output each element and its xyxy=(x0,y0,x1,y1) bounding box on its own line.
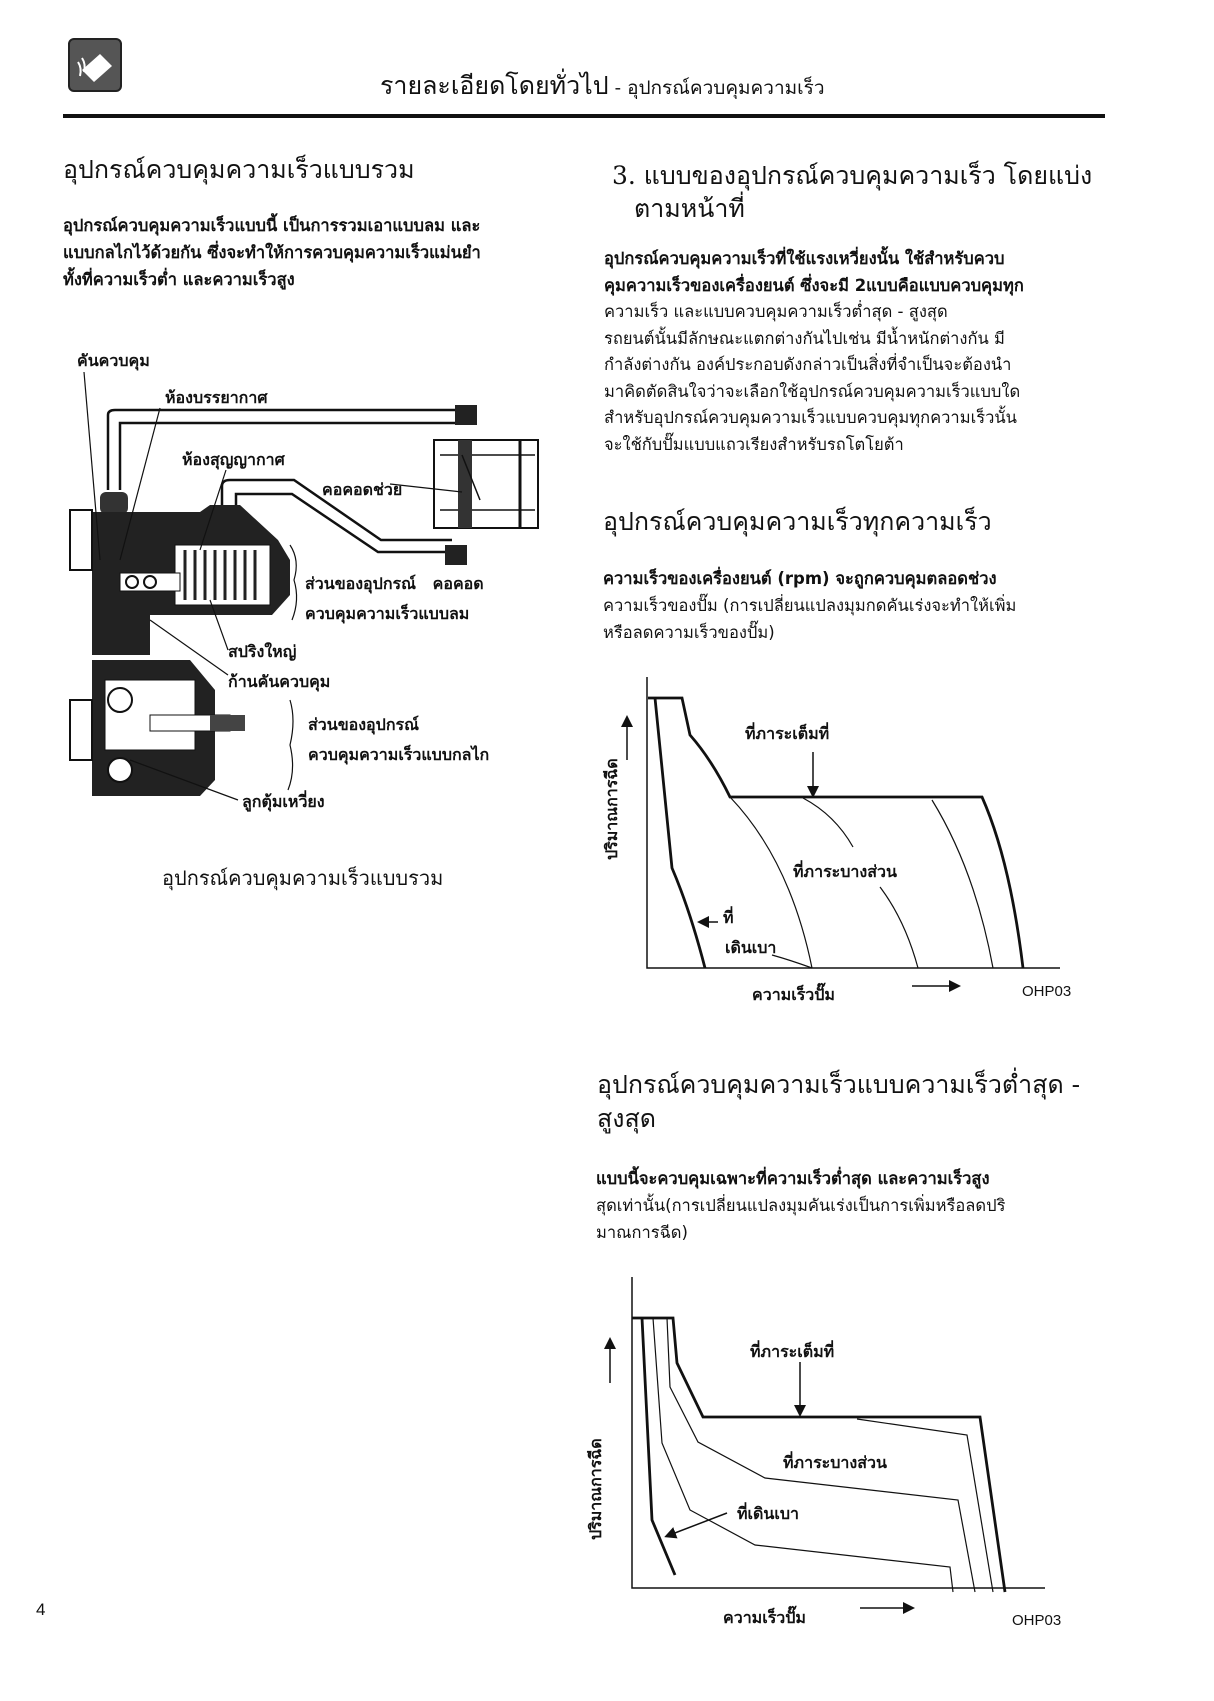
fig2-code: OHP03 xyxy=(1012,1612,1062,1629)
page-number: 4 xyxy=(36,1600,46,1619)
all-speed-heading: อุปกรณ์ควบคุมความเร็วทุกความเร็ว xyxy=(603,507,992,536)
fig2-partial-load-label: ที่ภาระบางส่วน xyxy=(783,1453,887,1472)
idle-curve xyxy=(642,1318,675,1575)
label-pneumatic-part-2: ควบคุมความเร็วแบบลม xyxy=(305,604,470,623)
text-line: ทั้งที่ความเร็วต่ำ และความเร็วสูง xyxy=(63,270,295,289)
label-atmosphere-chamber: ห้องบรรยากาศ xyxy=(165,388,268,407)
partial-load-curve xyxy=(857,1419,993,1592)
text-line: หรือลดความเร็วของปั๊ม) xyxy=(603,623,775,642)
diagram-caption: อุปกรณ์ควบคุมความเร็วแบบรวม xyxy=(162,866,444,890)
fig1-ylabel: ปริมาณการฉีด xyxy=(602,758,621,860)
label-text: ส่วนของอุปกรณ์ xyxy=(305,574,416,593)
header-subtitle: อุปกรณ์ควบคุมความเร็ว xyxy=(627,77,825,99)
text-line: สำหรับอุปกรณ์ควบคุมความเร็วแบบควบคุมทุกความเร็วนั้น xyxy=(604,408,1017,427)
fig1-code: OHP03 xyxy=(1022,983,1072,1000)
text-line: สุดเท่านั้น(การเปลี่ยนแปลงมุมคันเร่งเป็นการเพิ่มหรือลดปริ xyxy=(596,1196,1006,1215)
header-title: รายละเอียดโดยทั่วไป xyxy=(380,71,609,100)
fig1-idle-label-1: ที่ xyxy=(723,908,734,927)
text-line: คุมความเร็วของเครื่องยนต์ ซึ่งจะมี 2แบบคือแบบควบคุมทุก xyxy=(604,275,1024,295)
heading-line: ตามหน้าที่ xyxy=(634,194,745,223)
text-line: มาณการฉีด) xyxy=(596,1223,688,1242)
text-line: ความเร็วของเครื่องยนต์ (rpm) จะถูกควบคุมตลอดช่วง xyxy=(603,569,997,588)
heading-line: สูงสุด xyxy=(597,1104,656,1133)
header-separator: - xyxy=(608,77,628,99)
label-vacuum-chamber: ห้องสุญญากาศ xyxy=(182,450,285,469)
fig2-full-load-label: ที่ภาระเต็มที่ xyxy=(750,1342,835,1361)
label-control-lever: คันควบคุม xyxy=(77,351,150,370)
text-line: ความเร็ว และแบบควบคุมความเร็วต่ำสุด - สูงสุด xyxy=(604,302,948,321)
label-mechanical-part-2: ควบคุมความเร็วแบบกลไก xyxy=(308,745,490,764)
heading-line: 3. แบบของอุปกรณ์ควบคุมความเร็ว โดยแบ่ง xyxy=(612,161,1093,190)
text-line: กำลังต่างกัน องค์ประกอบดังกล่าวเป็นสิ่งที่จำเป็นจะต้องนำ xyxy=(604,355,1012,374)
text-line: แบบนี้จะควบคุมเฉพาะที่ความเร็วต่ำสุด และความเร็วสูง xyxy=(596,1169,990,1188)
text-line: อุปกรณ์ควบคุมความเร็วที่ใช้แรงเหวี่ยงนั้น ใช้สำหรับควบ xyxy=(604,249,1005,268)
fig1-partial-load-label: ที่ภาระบางส่วน xyxy=(793,862,897,881)
text-line: อุปกรณ์ควบคุมความเร็วแบบนี้ เป็นการรวมเอาแบบลม และ xyxy=(63,216,481,235)
text-line: จะใช้กับปั๊มแบบแถวเรียงสำหรับรถโตโยต้า xyxy=(604,434,904,454)
fig2-ylabel: ปริมาณการฉีด xyxy=(586,1438,605,1540)
label-mechanical-part: ส่วนของอุปกรณ์ xyxy=(308,715,419,734)
label-aux-venturi: คอคอดช่วย xyxy=(322,480,403,499)
label-main-spring: สปริงใหญ่ xyxy=(228,642,297,661)
fig1-idle-label-2: เดินเบา xyxy=(725,938,777,957)
fig1-full-load-label: ที่ภาระเต็มที่ xyxy=(745,724,830,743)
fig2-xlabel: ความเร็วปั๊ม xyxy=(723,1608,806,1627)
fig1-xlabel: ความเร็วปั๊ม xyxy=(752,985,835,1004)
fig2-idle-label: ที่เดินเบา xyxy=(737,1504,799,1523)
left-heading: อุปกรณ์ควบคุมความเร็วแบบรวม xyxy=(63,155,415,184)
heading-line: อุปกรณ์ควบคุมความเร็วแบบความเร็วต่ำสุด - xyxy=(597,1070,1081,1099)
label-flyweight: ลูกตุ้มเหวี่ยง xyxy=(242,792,325,811)
text-line: มาคิดตัดสินใจว่าจะเลือกใช้อุปกรณ์ควบคุมความเร็วแบบใด xyxy=(604,381,1021,401)
text-line: แบบกลไกไว้ด้วยกัน ซึ่งจะทำให้การควบคุมความเร็วแม่นยำ xyxy=(63,243,481,262)
text-line: รถยนต์นั้นมีลักษณะแตกต่างกันไปเช่น มีน้ำหนักต่างกัน มี xyxy=(604,328,1005,348)
text-line: ความเร็วของปั๊ม (การเปลี่ยนแปลงมุมกดคันเร่งจะทำให้เพิ่ม xyxy=(603,596,1017,615)
label-venturi: คอคอด xyxy=(432,574,484,593)
label-control-rod: ก้านคันควบคุม xyxy=(228,672,331,691)
